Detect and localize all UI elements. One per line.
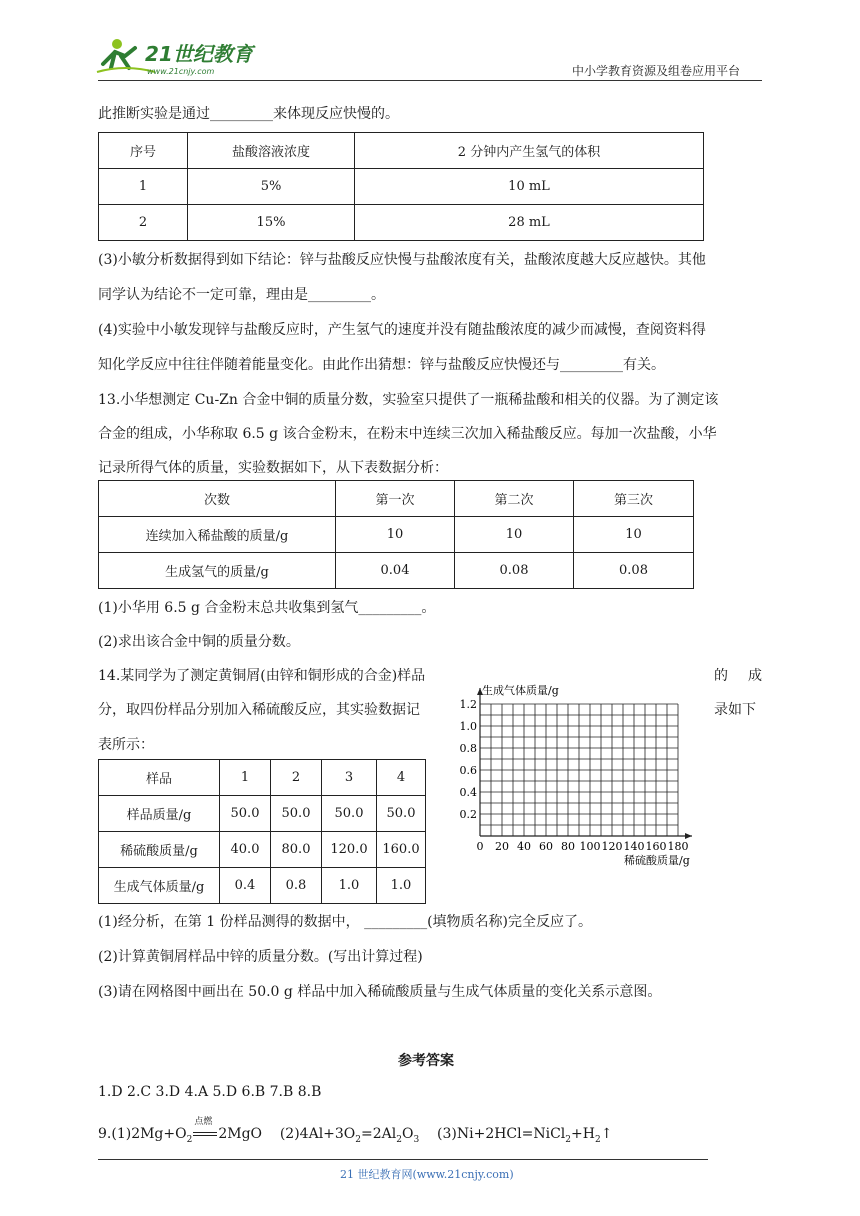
question-14-sub2: (2)计算黄铜屑样品中锌的质量分数。(写出计算过程) xyxy=(98,949,423,965)
x-tick-label: 60 xyxy=(539,840,553,853)
table-cell: 160.0 xyxy=(377,832,426,868)
footer-divider xyxy=(98,1159,708,1160)
table-cell: 10 xyxy=(455,517,574,553)
gas-mass-grid-chart xyxy=(452,680,702,870)
y-tick-label: 1.2 xyxy=(459,698,477,711)
y-tick-label: 1.0 xyxy=(459,720,477,733)
table-cell: 稀硫酸质量/g xyxy=(99,832,220,868)
table-cell: 10 xyxy=(336,517,455,553)
table-header-cell: 第二次 xyxy=(455,481,574,517)
table-header-cell: 2 分钟内产生氢气的体积 xyxy=(355,133,704,169)
table-hcl-concentration xyxy=(98,132,704,241)
subscript: 2 xyxy=(396,1134,402,1145)
table-header-cell: 1 xyxy=(220,760,271,796)
question-13-line: 记录所得气体的质量，实验数据如下，从下表数据分析： xyxy=(98,460,448,476)
table-row xyxy=(99,169,704,205)
text-line: (3)小敏分析数据得到如下结论：锌与盐酸反应快慢与盐酸浓度有关，盐酸浓度越大反应越快。其他 xyxy=(98,252,706,268)
x-tick-label: 140 xyxy=(623,840,645,853)
table-cell: 1 xyxy=(99,169,188,205)
question-14-line: 表所示： xyxy=(98,737,154,753)
question-13-sub2: (2)求出该合金中铜的质量分数。 xyxy=(98,634,300,650)
table-cell: 0.08 xyxy=(455,553,574,589)
table-header-cell: 盐酸溶液浓度 xyxy=(188,133,355,169)
question-14-sub1: (1)经分析，在第 1 份样品测得的数据中， _________(填物质名称)完全反应了。 xyxy=(98,914,593,930)
table-cell: 1.0 xyxy=(322,868,377,904)
table-cell: 80.0 xyxy=(271,832,322,868)
answer-text: 9.(1)2Mg+O xyxy=(98,1126,187,1142)
table-cell: 0.8 xyxy=(271,868,322,904)
table-row xyxy=(99,832,426,868)
header-divider xyxy=(98,80,762,81)
table-header-cell: 4 xyxy=(377,760,426,796)
condition-label: 点燃 xyxy=(194,1117,213,1127)
answer-text: O xyxy=(402,1126,414,1142)
footer-link[interactable]: 21 世纪教育网(www.21cnjy.com) xyxy=(340,1168,514,1181)
question-14-text: 分，取四份样品分别加入稀硫酸反应，其实验数据记 xyxy=(98,702,420,718)
table-cell: 0.08 xyxy=(574,553,694,589)
table-cell: 120.0 xyxy=(322,832,377,868)
logo-url: www.21cnjy.com xyxy=(147,67,215,76)
text-line: 知化学反应中往往伴随着能量变化。由此作出猜想：锌与盐酸反应快慢还与_________有关。 xyxy=(98,357,665,373)
reaction-condition xyxy=(192,1117,218,1144)
header-platform-text: 中小学教育资源及组卷应用平台 xyxy=(572,64,741,78)
x-tick-label: 160 xyxy=(645,840,667,853)
table-cell: 0.4 xyxy=(220,868,271,904)
question-14-text: 录如下 xyxy=(714,702,756,718)
answer-line-9 xyxy=(98,1117,613,1150)
chart-axes xyxy=(477,688,692,839)
answer-text: 2MgO xyxy=(218,1126,263,1142)
equals-sign xyxy=(193,1132,217,1136)
question-14-text: 14.某同学为了测定黄铜屑(由锌和铜形成的合金)样品 xyxy=(98,668,426,684)
y-axis-label: 生成气体质量/g xyxy=(482,684,559,697)
table-header-cell: 第一次 xyxy=(336,481,455,517)
table-cell: 0.04 xyxy=(336,553,455,589)
answer-text: (3)Ni+2HCl=NiCl xyxy=(437,1126,566,1142)
answer-title: 参考答案 xyxy=(398,1053,454,1069)
subscript: 2 xyxy=(594,1134,601,1145)
y-tick-label: 0.6 xyxy=(459,764,477,777)
question-13-sub1: (1)小华用 6.5 g 合金粉末总共收集到氢气_________。 xyxy=(98,600,436,616)
table-cell: 生成氢气的质量/g xyxy=(99,553,336,589)
answer-line: 1.D 2.C 3.D 4.A 5.D 6.B 7.B 8.B xyxy=(98,1084,322,1100)
x-axis-label: 稀硫酸质量/g xyxy=(624,854,690,867)
y-tick-label: 0.4 xyxy=(459,786,477,799)
table-cell: 2 xyxy=(99,205,188,241)
table-header-cell: 样品 xyxy=(99,760,220,796)
question-13-line: 合金的组成，小华称取 6.5 g 该合金粉末，在粉末中连续三次加入稀盐酸反应。每加一次盐酸，小华 xyxy=(98,426,717,442)
text-line: 此推断实验是通过_________来体现反应快慢的。 xyxy=(98,106,399,122)
question-13-line: 13.小华想测定 Cu-Zn 合金中铜的质量分数，实验室只提供了一瓶稀盐酸和相关的仪器。为了测定该 xyxy=(98,392,719,408)
answer-text: +H xyxy=(571,1126,595,1142)
table-cell: 5% xyxy=(188,169,355,205)
table-row xyxy=(99,796,426,832)
x-tick-label: 120 xyxy=(601,840,623,853)
table-header-cell: 2 xyxy=(271,760,322,796)
y-tick-label: 0.8 xyxy=(459,742,477,755)
table-header-cell: 序号 xyxy=(99,133,188,169)
table-cell: 样品质量/g xyxy=(99,796,220,832)
table-header-cell: 3 xyxy=(322,760,377,796)
table-cell: 1.0 xyxy=(377,868,426,904)
x-tick-label: 40 xyxy=(517,840,531,853)
subscript: 3 xyxy=(413,1134,420,1145)
logo-text: 21世纪教育 xyxy=(145,42,253,66)
x-tick-label: 20 xyxy=(495,840,509,853)
question-14-text: 成 xyxy=(748,668,762,684)
answer-text: (2)4Al+3O xyxy=(279,1126,356,1142)
grid-lines xyxy=(480,704,678,836)
table-cell: 40.0 xyxy=(220,832,271,868)
table-cell: 连续加入稀盐酸的质量/g xyxy=(99,517,336,553)
tick-labels xyxy=(460,698,689,853)
x-tick-label: 80 xyxy=(561,840,575,853)
table-cell: 50.0 xyxy=(220,796,271,832)
table-cell: 50.0 xyxy=(271,796,322,832)
table-cell: 50.0 xyxy=(322,796,377,832)
subscript: 2 xyxy=(565,1134,572,1145)
table-cell: 28 mL xyxy=(355,205,704,241)
table-cell: 10 xyxy=(574,517,694,553)
answer-text: =2Al xyxy=(361,1126,397,1142)
table-row xyxy=(99,553,694,589)
table-brass-samples xyxy=(98,759,426,904)
x-tick-label: 100 xyxy=(579,840,601,853)
table-row xyxy=(99,205,704,241)
table-cell: 50.0 xyxy=(377,796,426,832)
site-logo xyxy=(95,34,265,78)
x-tick-label: 180 xyxy=(667,840,689,853)
table-cell: 生成气体质量/g xyxy=(99,868,220,904)
y-tick-label: 0.2 xyxy=(459,808,477,821)
text-line: 同学认为结论不一定可靠，理由是_________。 xyxy=(98,287,385,303)
table-row xyxy=(99,517,694,553)
table-alloy-hcl xyxy=(98,480,694,589)
table-header-cell: 第三次 xyxy=(574,481,694,517)
x-tick-label: 0 xyxy=(476,840,484,853)
subscript: 2 xyxy=(186,1134,193,1145)
table-header-cell: 次数 xyxy=(99,481,336,517)
subscript: 2 xyxy=(355,1134,362,1145)
gas-arrow: ↑ xyxy=(600,1126,613,1142)
x-axis-arrow-icon xyxy=(685,833,692,839)
table-cell: 15% xyxy=(188,205,355,241)
table-cell: 10 mL xyxy=(355,169,704,205)
text-line: (4)实验中小敏发现锌与盐酸反应时，产生氢气的速度并没有随盐酸浓度的减少而减慢，查阅资料得 xyxy=(98,322,706,338)
question-14-text: 的 xyxy=(714,668,728,684)
table-row xyxy=(99,868,426,904)
question-14-sub3: (3)请在网格图中画出在 50.0 g 样品中加入稀硫酸质量与生成气体质量的变化关系示意图。 xyxy=(98,984,662,1000)
